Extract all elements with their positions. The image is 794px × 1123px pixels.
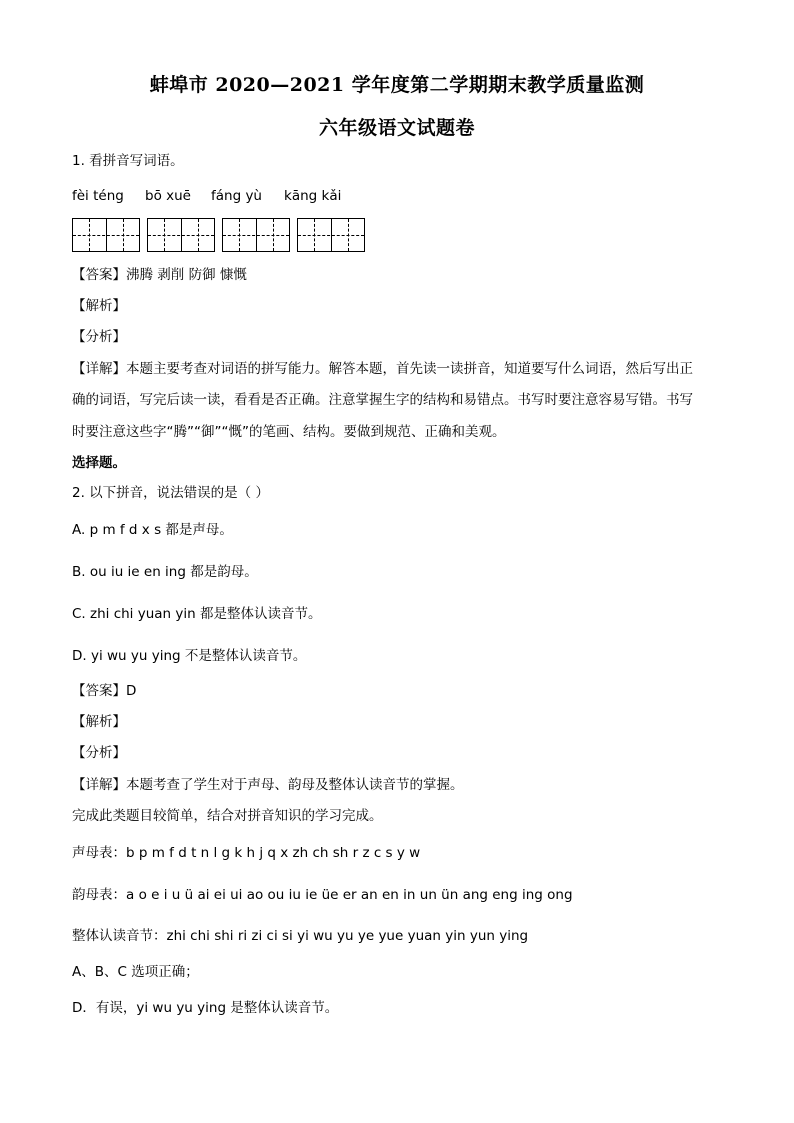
- q2-zhengti-table: 整体认读音节：zhi chi shi ri zi ci si yi wu yu ye yue yuan yin yun ying: [72, 928, 529, 944]
- q2-explain-line-1: 完成此类题目较简单，结合对拼音知识的学习完成。: [72, 808, 383, 824]
- exam-title: 蚌埠市 2020—2021 学年度第二学期期末教学质量监测: [149, 74, 645, 96]
- pinyin-4: kāng kǎi: [284, 188, 342, 204]
- q1-detail-line-2: 确的词语，写完后读一读，看看是否正确。注意掌握生字的结构和易错点。书写时要注意容易写错。书写: [72, 392, 693, 408]
- writing-grid-4: [297, 218, 365, 252]
- q1-detail-line-1: 【详解】本题主要考查对词语的拼写能力。解答本题，首先读一读拼音，知道要写什么词语，然后写出正: [72, 361, 693, 377]
- pinyin-3: fáng yù: [211, 188, 262, 204]
- q1-stem: 1. 看拼音写词语。: [72, 153, 184, 169]
- q2-answer: 【答案】D: [72, 683, 137, 699]
- q2-analysis-label: 【解析】: [72, 714, 126, 730]
- q2-stem: 2. 以下拼音，说法错误的是（ ）: [72, 485, 269, 501]
- q2-d-wrong: D．有误，yi wu yu ying 是整体认读音节。: [72, 1000, 339, 1016]
- writing-grid-2: [147, 218, 215, 252]
- q2-option-a: A. p m f d x s 都是声母。: [72, 522, 233, 538]
- q2-yunmu-table: 韵母表：a o e i u ü ai ei ui ao ou iu ie üe er an en in un ün ang eng ing ong: [72, 887, 573, 903]
- q1-analysis-label: 【解析】: [72, 298, 126, 314]
- exam-subtitle: 六年级语文试题卷: [318, 117, 475, 139]
- pinyin-1: fèi téng: [72, 188, 124, 204]
- q1-answer: 【答案】沸腾 剥削 防御 慷慨: [72, 267, 247, 283]
- q2-abc-correct: A、B、C 选项正确；: [72, 964, 199, 980]
- section-label: 选择题。: [72, 455, 126, 471]
- q2-fenxi-label: 【分析】: [72, 745, 126, 761]
- pinyin-2: bō xuē: [145, 188, 191, 204]
- q2-detail: 【详解】本题考查了学生对于声母、韵母及整体认读音节的掌握。: [72, 777, 464, 793]
- q2-option-c: C. zhi chi yuan yin 都是整体认读音节。: [72, 606, 322, 622]
- q2-option-d: D. yi wu yu ying 不是整体认读音节。: [72, 648, 307, 664]
- q2-option-b: B. ou iu ie en ing 都是韵母。: [72, 564, 258, 580]
- q1-detail-line-3: 时要注意这些字“腾”“御”“慨”的笔画、结构。要做到规范、正确和美观。: [72, 424, 506, 440]
- writing-grid-3: [222, 218, 290, 252]
- writing-grid-1: [72, 218, 140, 252]
- q2-shengmu-table: 声母表：b p m f d t n l g k h j q x zh ch sh r z c s y w: [72, 845, 421, 861]
- q1-fenxi-label: 【分析】: [72, 329, 126, 345]
